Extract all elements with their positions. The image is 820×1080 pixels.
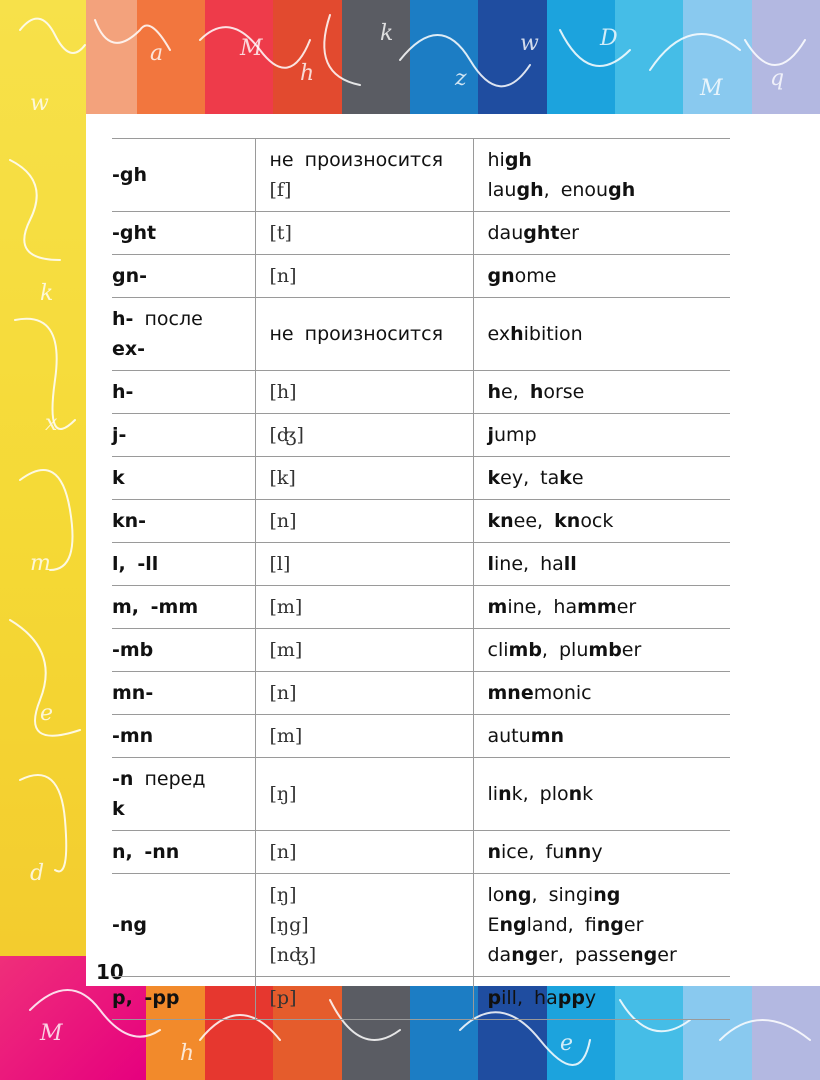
sound-cell [255,371,473,414]
svg-text:h: h [180,1041,195,1066]
example-line [488,880,719,910]
spelling-note: перед [133,768,206,790]
example-cell [473,457,730,500]
sound-cell [255,977,473,1020]
example-text: er, passe [538,944,631,966]
sound-value: [n] [269,510,297,532]
sound-cell [255,543,473,586]
sound-value: [ʤ] [269,424,304,446]
phonics-table [112,138,730,1020]
example-text: autu [487,725,531,747]
example-text: y [584,987,597,1009]
example-line [488,463,719,493]
example-text: ome [514,265,557,287]
example-cell [473,255,730,298]
example-cell [473,414,730,457]
spelling-cell [112,371,255,414]
example-line [488,175,719,205]
svg-text:h: h [300,61,315,86]
example-text: ey, ta [500,467,560,489]
sound-value: [t] [269,222,292,244]
table-row [112,629,730,672]
svg-text:a: a [150,41,164,66]
highlighted-letters: m [487,596,508,618]
spelling-cell [112,414,255,457]
example-text: da [487,944,512,966]
sound-value: [k] [269,467,296,489]
svg-text:k: k [380,21,394,46]
table-row [112,715,730,758]
spelling-pattern: p, -pp [112,987,180,1009]
highlighted-letters: ng [504,884,532,906]
sound-cell [255,255,473,298]
example-text: y [591,841,603,863]
table-row [112,543,730,586]
color-stripe [752,0,820,114]
sound-value: не произносится [269,323,443,345]
sound-cell [255,139,473,212]
sound-value: [f] [269,179,292,201]
example-line [488,420,719,450]
example-text: ock [580,510,614,532]
left-yellow-strip [0,0,86,1080]
sound-value: [l] [269,553,291,575]
color-stripe [342,0,410,114]
sound-value: [n] [269,265,297,287]
table-row [112,586,730,629]
sound-cell [255,298,473,371]
highlighted-letters: mb [588,639,622,661]
highlighted-letters: pp [557,987,585,1009]
highlighted-letters: mb [508,639,542,661]
highlighted-letters: mne [487,682,534,704]
svg-text:D: D [600,26,618,51]
color-stripe [273,0,341,114]
sound-cell [255,414,473,457]
sound-cell [255,629,473,672]
table-row [112,414,730,457]
sound-cell [255,212,473,255]
table-row [112,831,730,874]
example-line [488,261,719,291]
sound-cell [255,874,473,977]
table-row [112,457,730,500]
example-cell [473,758,730,831]
example-text: hi [487,149,505,171]
table-row [112,139,730,212]
spelling-pattern: gn- [112,265,148,287]
svg-text:m: m [30,551,51,576]
example-cell [473,371,730,414]
svg-text:e: e [560,1031,574,1056]
highlighted-letters: nn [564,841,592,863]
spelling-pattern: l, -ll [112,553,159,575]
spelling-pattern: -ng [112,914,148,936]
color-stripe [205,0,273,114]
example-cell [473,874,730,977]
example-cell [473,672,730,715]
example-text: lau [487,179,517,201]
example-line [488,592,719,622]
svg-text:w: w [520,31,539,56]
table-row [112,758,730,831]
example-text: e, [501,381,530,403]
highlighted-letters: ng [511,944,539,966]
spelling-cell [112,831,255,874]
spelling-pattern: k [112,798,125,820]
highlighted-letters: p [487,987,502,1009]
example-line [488,145,719,175]
example-line [488,910,719,940]
table-row [112,500,730,543]
spelling-pattern: -ght [112,222,157,244]
spelling-cell [112,758,255,831]
highlighted-letters: ll [563,553,577,575]
table-row [112,672,730,715]
highlighted-letters: ng [596,914,624,936]
example-line [488,983,719,1013]
sound-cell [255,758,473,831]
spelling-cell [112,715,255,758]
example-cell [473,586,730,629]
spelling-cell [112,139,255,212]
highlighted-letters: ng [630,944,658,966]
color-stripe [615,0,683,114]
highlighted-letters: h [487,381,502,403]
example-text: E [487,914,500,936]
sound-value: [nʤ] [269,944,317,966]
highlighted-letters: kn [554,510,581,532]
svg-text:M: M [240,36,263,61]
spelling-pattern: h- [112,381,134,403]
highlighted-letters: gn [487,265,515,287]
example-text: e [571,467,584,489]
example-line [488,506,719,536]
highlighted-letters: l [487,553,495,575]
table-row [112,371,730,414]
table-row [112,298,730,371]
page-number: 10 [96,960,124,984]
example-text: er [657,944,677,966]
example-cell [473,629,730,672]
sound-cell [255,715,473,758]
example-text: lo [487,884,505,906]
spelling-pattern: -n [112,768,134,790]
example-text: er [621,639,642,661]
example-cell [473,212,730,255]
svg-text:d: d [30,861,45,886]
svg-text:q: q [770,66,785,91]
spelling-pattern: -gh [112,164,148,186]
svg-text:M: M [40,1021,63,1046]
example-text: er [616,596,637,618]
example-line [488,837,719,867]
example-text: orse [543,381,585,403]
spelling-cell [112,629,255,672]
example-text: land, fi [526,914,597,936]
example-text: ex [487,323,511,345]
spelling-cell [112,500,255,543]
top-color-band [0,0,820,114]
sound-value: [m] [269,639,303,661]
example-cell [473,500,730,543]
spelling-cell [112,298,255,371]
table-row [112,212,730,255]
sound-value: [h] [269,381,297,403]
sound-cell [255,586,473,629]
sound-value: [p] [269,987,297,1009]
example-text: k, plo [511,783,569,805]
color-stripe [478,0,546,114]
color-stripe [547,0,615,114]
spelling-pattern: k [112,467,125,489]
example-text: ine, ha [507,596,578,618]
table-row [112,874,730,977]
spelling-cell [112,255,255,298]
example-text: li [487,783,499,805]
example-text: er [559,222,579,244]
example-cell [473,715,730,758]
spelling-cell [112,457,255,500]
example-text: monic [533,682,592,704]
highlighted-letters: mm [577,596,617,618]
example-text: k [582,783,594,805]
sound-value: [m] [269,596,303,618]
sound-cell [255,500,473,543]
example-line [488,377,719,407]
highlighted-letters: gh [608,179,636,201]
example-cell [473,977,730,1020]
sound-value: не произносится [269,149,443,171]
svg-text:z: z [455,66,467,91]
example-text: ibition [523,323,583,345]
sound-value: [m] [269,725,303,747]
spelling-pattern: m, -mm [112,596,199,618]
example-text: er [623,914,644,936]
highlighted-letters: h [510,323,524,345]
svg-text:M: M [700,76,723,101]
color-stripe [752,986,820,1080]
sound-value: [n] [269,682,297,704]
sound-value: [ŋg] [269,914,309,936]
highlighted-letters: j [487,424,495,446]
highlighted-letters: mn [530,725,565,747]
example-cell [473,543,730,586]
color-stripe [410,0,478,114]
example-text: ice, fu [501,841,565,863]
sound-value: [ŋ] [269,884,297,906]
highlighted-letters: n [568,783,583,805]
example-line [488,721,719,751]
spelling-cell [112,212,255,255]
example-cell [473,831,730,874]
spelling-pattern: kn- [112,510,147,532]
example-text: ee, [513,510,555,532]
highlighted-letters: ng [593,884,621,906]
sound-value: [ŋ] [269,783,297,805]
spelling-pattern: mn- [112,682,154,704]
table-row [112,255,730,298]
phonics-table-body [112,139,730,1020]
highlighted-letters: k [487,467,501,489]
example-text: , enou [543,179,609,201]
spelling-pattern: -mn [112,725,154,747]
spelling-note: после [133,308,203,330]
sound-cell [255,672,473,715]
example-line [488,218,719,248]
svg-text:k: k [40,281,54,306]
highlighted-letters: ght [523,222,560,244]
example-text: , plu [541,639,589,661]
highlighted-letters: gh [516,179,544,201]
spelling-cell [112,672,255,715]
highlighted-letters: h [529,381,544,403]
color-stripe [137,0,205,114]
example-line [488,940,719,970]
example-line [488,779,719,809]
highlighted-letters: gh [504,149,532,171]
highlighted-letters: kn [487,510,514,532]
example-text: cli [487,639,509,661]
example-line [488,635,719,665]
example-line [488,549,719,579]
example-text: ump [494,424,537,446]
sound-value: [n] [269,841,297,863]
spelling-pattern: j- [112,424,127,446]
spelling-cell [112,586,255,629]
example-line [488,319,719,349]
svg-text:e: e [40,701,54,726]
highlighted-letters: n [487,841,502,863]
highlighted-letters: k [559,467,572,489]
spelling-pattern: h- [112,308,134,330]
svg-text:x: x [45,411,58,436]
spelling-pattern: n, -nn [112,841,180,863]
spelling-pattern: ex- [112,338,146,360]
highlighted-letters: ng [499,914,527,936]
example-text: , singi [531,884,594,906]
example-cell [473,139,730,212]
sound-cell [255,457,473,500]
example-line [488,678,719,708]
example-text: ill, ha [501,987,558,1009]
svg-text:w: w [30,91,49,116]
spelling-pattern: -mb [112,639,154,661]
spelling-cell [112,977,255,1020]
sound-cell [255,831,473,874]
spelling-cell [112,874,255,977]
spelling-cell [112,543,255,586]
example-text: dau [487,222,524,244]
example-text: ine, ha [494,553,564,575]
table-row [112,977,730,1020]
color-stripe [683,0,751,114]
example-cell [473,298,730,371]
highlighted-letters: n [498,783,512,805]
